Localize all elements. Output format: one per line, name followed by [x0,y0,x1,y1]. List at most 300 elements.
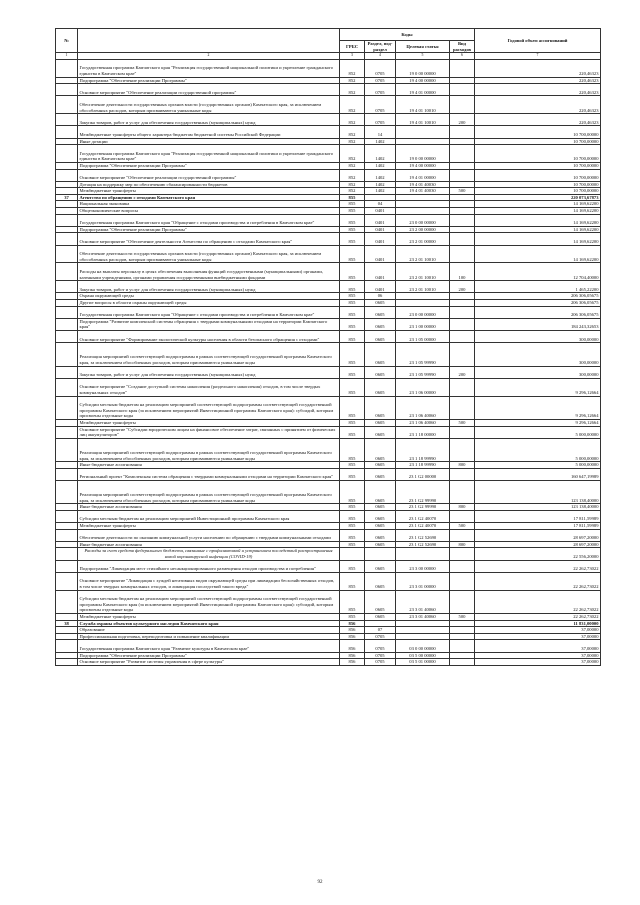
row-total: 160 647,19989 [475,468,601,480]
row-vr [450,560,475,572]
row-vr: 200 [450,114,475,126]
row-csr: 23 1 05 99990 [396,366,450,378]
row-grbs: 855 [340,226,365,233]
row-num: 37 [56,194,78,201]
row-total: 300,00000 [475,366,601,378]
row-csr [396,293,450,300]
row-total: 206 306,05675 [475,293,601,300]
row-csr [396,194,450,201]
row-grbs: 855 [340,245,365,263]
row-vr [450,293,475,300]
row-razdel: 0705 [365,659,396,666]
row-name: Основное мероприятие "Развитие системы управления в сфере культуры" [78,659,340,666]
header-grbs: ГРБС [340,41,365,53]
row-name: Государственная программа Камчатского края "Обращение с отходами производства и потребления в Камчатском крае" [78,214,340,226]
row-name: Реализация мероприятий соответствующей подпрограммы в рамках соответствующей государственной программы Камчатского края, за исключением обособленных расходов, которым присваиваются уникальные коды [78,343,340,366]
row-name: Подпрограмма "Ликвидация мест стихийного несанкционированного размещения отходов производства и потребления" [78,560,340,572]
row-grbs: 855 [340,293,365,300]
row-vr [450,468,475,480]
row-num [56,126,78,138]
row-vr [450,343,475,366]
row-num [56,378,78,396]
table-row [56,560,601,572]
row-num [56,169,78,181]
row-num: 38 [56,620,78,627]
table-row [56,462,601,469]
row-razdel: 0605 [365,396,396,419]
row-num [56,572,78,590]
row-num [56,245,78,263]
row-csr: 19 4 01 10010 [396,114,450,126]
table-row [56,366,601,378]
row-vr: 500 [450,188,475,195]
row-total: 220,46323 [475,114,601,126]
row-razdel: 0705 [365,652,396,659]
row-csr: 23 2 01 00000 [396,233,450,245]
row-csr [396,627,450,634]
table-row [56,96,601,114]
row-grbs: 855 [340,396,365,419]
row-grbs: 852 [340,138,365,145]
row-name: Подпрограмма "Развитие комплексной системы обращения с твердыми коммунальными отходами на территории Камчатского края" [78,318,340,330]
row-razdel: 0605 [365,510,396,522]
row-vr [450,226,475,233]
row-csr [396,620,450,627]
row-total: 22 262,73022 [475,560,601,572]
row-name: Подпрограмма "Обеспечение реализации Программы" [78,652,340,659]
row-grbs: 856 [340,633,365,640]
row-vr: 200 [450,281,475,293]
row-vr [450,306,475,318]
row-csr [396,633,450,640]
row-razdel: 0605 [365,541,396,548]
row-total: 14 169,62200 [475,245,601,263]
row-total: 37,00000 [475,652,601,659]
row-total: 220,46323 [475,84,601,96]
row-num [56,162,78,169]
row-num [56,523,78,530]
row-razdel [365,194,396,201]
row-grbs: 855 [340,426,365,438]
row-num [56,541,78,548]
row-vr [450,652,475,659]
row-num [56,181,78,188]
table-row [56,343,601,366]
row-grbs: 855 [340,208,365,215]
row-total: 206 306,05675 [475,300,601,307]
row-name: Иные дотации [78,138,340,145]
row-grbs: 855 [340,529,365,541]
row-name: Обеспечение деятельности государственных органов власти (государственных органов) Камчатского края, за исключением обособленных расходов, которым присваиваются уникальные коды [78,245,340,263]
row-razdel: 0605 [365,480,396,503]
table-row [56,194,601,201]
row-razdel: 1402 [365,162,396,169]
row-total: 220,46323 [475,77,601,84]
row-name: Иные бюджетные ассигнования [78,462,340,469]
row-grbs: 855 [340,541,365,548]
table-row [56,263,601,281]
row-grbs: 855 [340,510,365,522]
row-num [56,462,78,469]
row-vr [450,548,475,560]
row-grbs: 855 [340,438,365,461]
row-razdel: 0605 [365,426,396,438]
row-grbs: 855 [340,614,365,621]
row-csr: 23 3 01 40060 [396,590,450,613]
row-total: 5 000,00000 [475,462,601,469]
row-vr [450,84,475,96]
row-num [56,208,78,215]
row-name: Общеэкономические вопросы [78,208,340,215]
row-csr [396,208,450,215]
header-num: № [56,29,78,53]
row-razdel: 1402 [365,188,396,195]
row-name: Межбюджетные трансферты [78,614,340,621]
row-num [56,293,78,300]
row-vr [450,318,475,330]
row-csr: 23 1 05 00000 [396,330,450,342]
row-grbs: 852 [340,188,365,195]
row-vr [450,426,475,438]
row-vr [450,396,475,419]
row-total: 37,00000 [475,627,601,634]
row-num [56,590,78,613]
row-total: 11 831,00000 [475,620,601,627]
table-row [56,614,601,621]
row-grbs: 856 [340,640,365,652]
row-name: Основное мероприятие "Обеспечение реализации государственной программы" [78,84,340,96]
row-total: 10 700,00000 [475,169,601,181]
row-grbs: 855 [340,523,365,530]
row-name: Реализация мероприятий соответствующей подпрограммы в рамках соответствующей государственной программы Камчатского края, за исключением обособленных расходов, которым присваиваются уникальные коды [78,480,340,503]
row-vr: 100 [450,263,475,281]
row-csr: 23 1 05 99990 [396,343,450,366]
row-razdel: 0605 [365,366,396,378]
row-vr [450,162,475,169]
row-razdel: 0605 [365,590,396,613]
row-total: 10 700,00000 [475,145,601,163]
row-num [56,560,78,572]
row-num [56,114,78,126]
row-grbs: 855 [340,318,365,330]
header-index-5: 5 [396,53,450,60]
row-num [56,419,78,426]
row-csr: 23 3 01 40060 [396,614,450,621]
row-csr: 23 2 00 00000 [396,226,450,233]
row-vr [450,201,475,208]
row-vr [450,245,475,263]
row-csr [396,138,450,145]
row-csr: 23 1 G2 52690 [396,541,450,548]
row-grbs: 852 [340,145,365,163]
header-index-1: 1 [56,53,78,60]
table-row [56,548,601,560]
row-grbs: 852 [340,162,365,169]
header-total: Годовой объем ассигнований [475,29,601,53]
header-index-6: 6 [450,53,475,60]
table-row [56,652,601,659]
row-razdel: 0605 [365,343,396,366]
row-csr: 19 4 01 10010 [396,96,450,114]
row-total: 22 262,73022 [475,590,601,613]
row-num [56,366,78,378]
table-row [56,659,601,666]
row-num [56,343,78,366]
row-razdel: 0705 [365,84,396,96]
row-razdel: 0605 [365,523,396,530]
row-total: 123 138,40000 [475,504,601,511]
row-total: 14 169,62200 [475,214,601,226]
row-vr [450,510,475,522]
table-row [56,300,601,307]
table-row [56,504,601,511]
row-num [56,426,78,438]
row-num [56,529,78,541]
row-grbs: 855 [340,590,365,613]
header-name [78,29,340,53]
row-name: Основное мероприятие "Обеспечение реализации государственной программы" [78,169,340,181]
row-total: 22 556,20000 [475,548,601,560]
row-name: Профессиональная подготовка, переподготовка и повышение квалификации [78,633,340,640]
row-num [56,188,78,195]
table-header [56,29,601,60]
row-razdel: 0605 [365,419,396,426]
row-csr: 23 1 06 40060 [396,396,450,419]
row-csr: 23 1 00 00000 [396,318,450,330]
row-vr [450,300,475,307]
row-name: Охрана окружающей среды [78,293,340,300]
row-csr: 23 3 00 00000 [396,560,450,572]
row-total: 37,00000 [475,633,601,640]
row-csr: 23 0 00 00000 [396,306,450,318]
row-name: Расходы за счет средств федерального бюджета, связанные с профилактикой и устранением последствий распространения новой коронавирусной инфекции (COVID-19) [78,548,340,560]
row-vr [450,378,475,396]
table-row [56,330,601,342]
table-row [56,318,601,330]
row-csr: 03 5 00 00000 [396,652,450,659]
row-num [56,233,78,245]
row-razdel: 04 [365,201,396,208]
row-vr [450,438,475,461]
row-csr: 03 0 00 00000 [396,640,450,652]
table-row [56,293,601,300]
table-row [56,281,601,293]
row-razdel: 0401 [365,208,396,215]
row-csr: 23 2 01 10010 [396,263,450,281]
row-csr: 23 2 01 10010 [396,281,450,293]
row-total: 12 704,40000 [475,263,601,281]
table-row [56,541,601,548]
header-index-7: 7 [475,53,601,60]
row-total: 14 169,62200 [475,233,601,245]
table-row [56,126,601,138]
row-razdel: 0605 [365,614,396,621]
row-csr: 23 1 06 00000 [396,378,450,396]
table-row [56,419,601,426]
row-csr [396,300,450,307]
row-csr: 19 0 00 00000 [396,145,450,163]
row-num [56,614,78,621]
row-total: 300,00000 [475,330,601,342]
row-num [56,633,78,640]
row-razdel: 0401 [365,226,396,233]
row-csr: 23 1 G2 99990 [396,480,450,503]
row-vr [450,59,475,77]
row-vr [450,572,475,590]
row-grbs: 855 [340,462,365,469]
row-csr: 23 1 G2 40070 [396,510,450,522]
row-razdel: 0705 [365,640,396,652]
row-name: Национальная экономика [78,201,340,208]
row-total: 37,00000 [475,659,601,666]
row-num [56,59,78,77]
row-csr: 23 1 18 99990 [396,438,450,461]
row-total: 1 465,22200 [475,281,601,293]
row-grbs: 852 [340,126,365,138]
row-total: 10 700,00000 [475,162,601,169]
row-grbs [340,548,365,560]
row-razdel: 1402 [365,181,396,188]
row-name: Агентство по обращению с отходами Камчатского края [78,194,340,201]
row-razdel: 0705 [365,96,396,114]
table-row [56,523,601,530]
row-num [56,480,78,503]
row-grbs: 855 [340,419,365,426]
row-razdel: 0705 [365,59,396,77]
row-total: 10 700,00000 [475,126,601,138]
row-csr: 23 2 01 10010 [396,245,450,263]
row-razdel: 0705 [365,114,396,126]
row-num [56,214,78,226]
row-name: Субсидии местным бюджетам на реализацию мероприятий Инвестиционной программы Камчатского края [78,510,340,522]
table-row [56,145,601,163]
row-vr [450,138,475,145]
row-num [56,145,78,163]
row-vr [450,640,475,652]
row-grbs: 852 [340,59,365,77]
row-razdel: 0401 [365,281,396,293]
row-name: Подпрограмма "Обеспечение реализации Программы" [78,226,340,233]
row-total: 17 811,59989 [475,523,601,530]
row-razdel: 0605 [365,529,396,541]
row-vr: 500 [450,614,475,621]
table-row [56,529,601,541]
row-total: 5 000,00000 [475,438,601,461]
row-razdel: 1402 [365,169,396,181]
row-csr [396,126,450,138]
row-total: 220,46323 [475,59,601,77]
row-razdel: 0605 [365,330,396,342]
table-row [56,378,601,396]
row-name: Государственная программа Камчатского края "Обращение с отходами производства и потребления в Камчатском крае" [78,306,340,318]
row-grbs: 855 [340,201,365,208]
row-name: Субсидии местным бюджетам на реализацию мероприятий соответствующей подпрограммы соответствующей государственной программы Камчатского края (за исключением мероприятий Инвестиционной программы Камчатского края): субсидий, которым присвоены отдельные коды [78,590,340,613]
row-total: 220,46323 [475,96,601,114]
row-grbs: 856 [340,659,365,666]
row-vr [450,480,475,503]
table-row [56,84,601,96]
table-row [56,590,601,613]
row-total: 10 700,00000 [475,188,601,195]
row-vr [450,181,475,188]
row-total: 28 697,20000 [475,529,601,541]
row-vr [450,77,475,84]
row-name: Субсидии местным бюджетам на реализацию мероприятий соответствующей подпрограммы соответствующей государственной программы Камчатского края (за исключением мероприятий Инвестиционной программы Камчатского края): субсидий, которым присвоены отдельные коды [78,396,340,419]
row-grbs: 852 [340,114,365,126]
table-row [56,468,601,480]
row-num [56,201,78,208]
row-total: 14 169,62200 [475,201,601,208]
row-vr [450,96,475,114]
row-grbs: 855 [340,343,365,366]
row-vr [450,659,475,666]
table-row [56,233,601,245]
row-total: 17 811,59989 [475,510,601,522]
row-grbs: 852 [340,77,365,84]
row-razdel: 0705 [365,77,396,84]
row-csr: 23 1 G2 99990 [396,504,450,511]
table-row [56,306,601,318]
row-grbs: 856 [340,652,365,659]
row-csr: 19 4 00 00000 [396,162,450,169]
row-grbs: 856 [340,627,365,634]
row-num [56,640,78,652]
row-total: 37,00000 [475,640,601,652]
row-razdel: 0605 [365,468,396,480]
row-name: Закупка товаров, работ и услуг для обеспечения государственных (муниципальных) нужд [78,114,340,126]
row-razdel: 14 [365,126,396,138]
row-num [56,652,78,659]
row-grbs: 852 [340,181,365,188]
header-index-2: 2 [78,53,340,60]
row-total: 123 138,40000 [475,480,601,503]
row-grbs: 855 [340,233,365,245]
row-csr: 19 4 01 00000 [396,169,450,181]
header-csr: Целевая статья [396,41,450,53]
row-razdel: 1402 [365,145,396,163]
row-vr: 200 [450,366,475,378]
row-razdel: 1402 [365,138,396,145]
header-codes: Коды [340,29,475,41]
row-csr: 19 4 01 40030 [396,181,450,188]
table-row [56,169,601,181]
row-vr: 500 [450,523,475,530]
row-razdel: 0705 [365,633,396,640]
budget-allocation-table [55,28,601,666]
table-row [56,438,601,461]
row-grbs: 855 [340,480,365,503]
row-grbs: 855 [340,504,365,511]
row-total: 10 700,00000 [475,138,601,145]
row-grbs: 855 [340,194,365,201]
row-name: Государственная программа Камчатского края "Реализация государственной национальной политики и укрепление гражданского единства в Камчатском крае" [78,145,340,163]
row-num [56,468,78,480]
row-grbs: 856 [340,620,365,627]
table-row [56,572,601,590]
row-name: Закупка товаров, работ и услуг для обеспечения государственных (муниципальных) нужд [78,366,340,378]
table-row [56,162,601,169]
row-razdel: 07 [365,627,396,634]
row-grbs: 855 [340,281,365,293]
row-name: Межбюджетные трансферты [78,419,340,426]
table-row [56,245,601,263]
row-grbs: 855 [340,300,365,307]
table-row [56,208,601,215]
row-num [56,396,78,419]
row-grbs: 855 [340,263,365,281]
row-vr [450,214,475,226]
row-total: 5 000,00000 [475,426,601,438]
